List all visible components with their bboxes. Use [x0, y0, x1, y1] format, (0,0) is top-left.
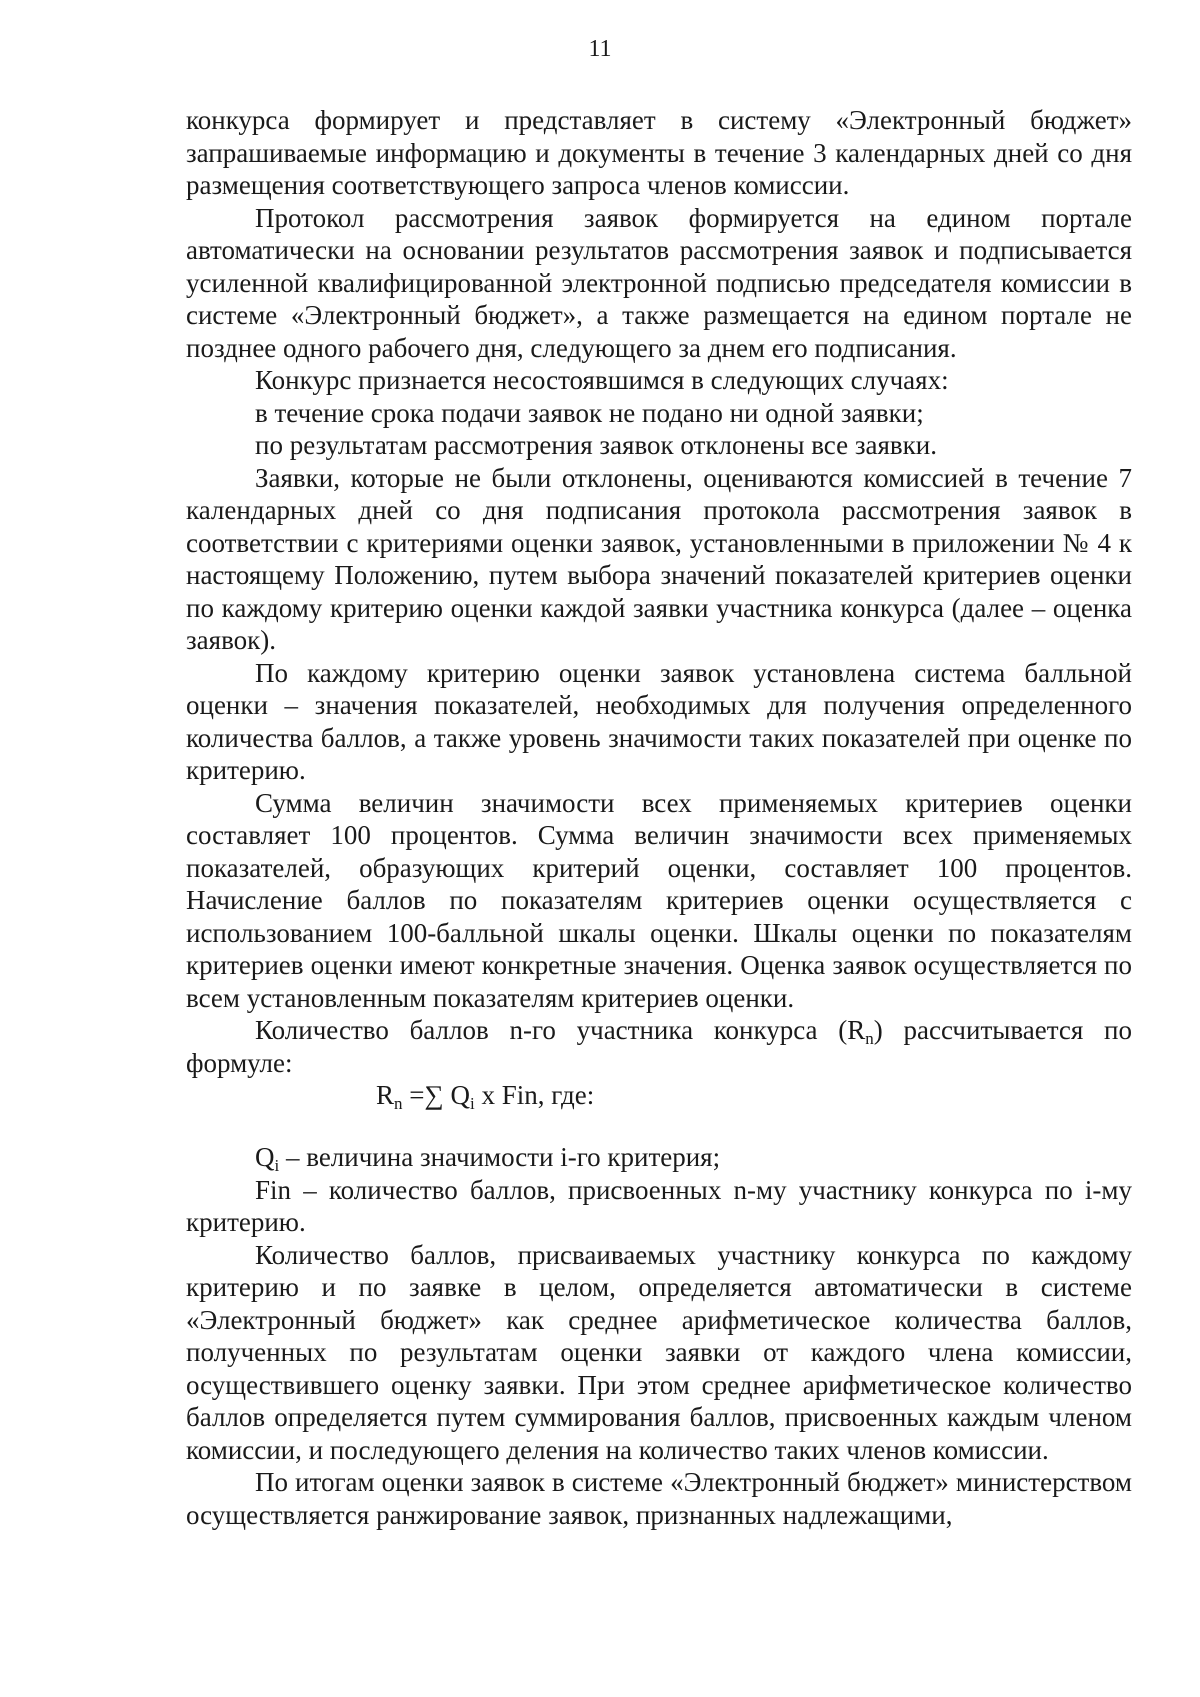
- formula-intro: [186, 1014, 1132, 1079]
- formula-r: R: [376, 1080, 395, 1110]
- paragraph: Сумма величин значимости всех применяемых критериев оценки составляет 100 процентов. Сумма величин значимости всех применяемых показателей, образующих критерий оценки, составляет 100 процентов. Начисление баллов по показателям критериев оценки осуществляется с использованием 100-балльной шкалы оценки. Шкалы оценки по показателям критериев оценки имеют конкретные значения. Оценка заявок осуществляется по всем установленным показателям критериев оценки.: [186, 787, 1132, 1013]
- definition-subscript: i: [274, 1156, 280, 1175]
- formula-intro-text: ) рассчитывается по формуле:: [186, 1015, 1132, 1078]
- definition-text: – величина значимости i-го критерия;: [279, 1142, 721, 1172]
- formula-intro-subscript: n: [865, 1029, 874, 1048]
- paragraph: По каждому критерию оценки заявок установлена система балльной оценки – значения показателей, необходимых для получения определенного количества баллов, а также уровень значимости таких показателей при оценке по критерию.: [186, 657, 1132, 785]
- definition-symbol: Fin: [255, 1174, 292, 1205]
- paragraph: в течение срока подачи заявок не подано ни одной заявки;: [255, 397, 924, 428]
- definition-symbol: Q: [255, 1142, 275, 1172]
- definition-fin: [186, 1174, 1132, 1239]
- paragraph: по результатам рассмотрения заявок отклонены все заявки.: [255, 430, 937, 460]
- definition-text: – количество баллов, присвоенных n-му участнику конкурса по i-му критерию.: [186, 1174, 1132, 1237]
- paragraph: Протокол рассмотрения заявок формируется на едином портале автоматически на основании результатов рассмотрения заявок и подписывается усиленной квалифицированной электронной подписью председателя комиссии в системе «Электронный бюджет», а также размещается на едином портале не позднее одного рабочего дня, следующего за днем его подписания.: [186, 202, 1132, 363]
- spacer: [186, 1123, 1132, 1141]
- paragraph: Количество баллов, присваиваемых участнику конкурса по каждому критерию и по заявке в целом, определяется автоматически в системе «Электронный бюджет» как среднее арифметическое количества баллов, полученных по результатам оценки заявки от каждого члена комиссии, осуществившего оценку заявки. При этом среднее арифметическое количество баллов определяется путем суммирования баллов, присвоенных каждым членом комиссии, и последующего деления на количество таких членов комиссии.: [186, 1239, 1132, 1465]
- formula-intro-text: Количество баллов n-го участника конкурса (R: [255, 1015, 866, 1045]
- formula-r-subscript: n: [394, 1094, 403, 1113]
- page-number: 11: [588, 36, 612, 62]
- definition-q: [186, 1141, 1132, 1174]
- paragraph: По итогам оценки заявок в системе «Электронный бюджет» министерством осуществляется ранжирование заявок, признанных надлежащими,: [186, 1467, 1132, 1530]
- formula-end: x Fin, где:: [474, 1080, 595, 1110]
- paragraph: Заявки, которые не были отклонены, оцениваются комиссией в течение 7 календарных дней со дня подписания протокола рассмотрения заявок в соответствии с критериями оценки заявок, установленными в приложении № 4 к настоящему Положению, путем выбора значений показателей критериев оценки по каждому критерию оценки каждой заявки участника конкурса (далее – оценка заявок).: [186, 462, 1132, 655]
- paragraph: конкурса формирует и представляет в систему «Электронный бюджет» запрашиваемые информацию и документы в течение 3 календарных дней со дня размещения соответствующего запроса членов комиссии.: [186, 105, 1132, 200]
- paragraph: Конкурс признается несостоявшимся в следующих случаях:: [255, 365, 949, 395]
- formula-q-subscript: i: [470, 1094, 475, 1113]
- formula-middle: =∑ Q: [402, 1080, 470, 1110]
- document-body: [186, 104, 1132, 1531]
- formula: [186, 1079, 1132, 1123]
